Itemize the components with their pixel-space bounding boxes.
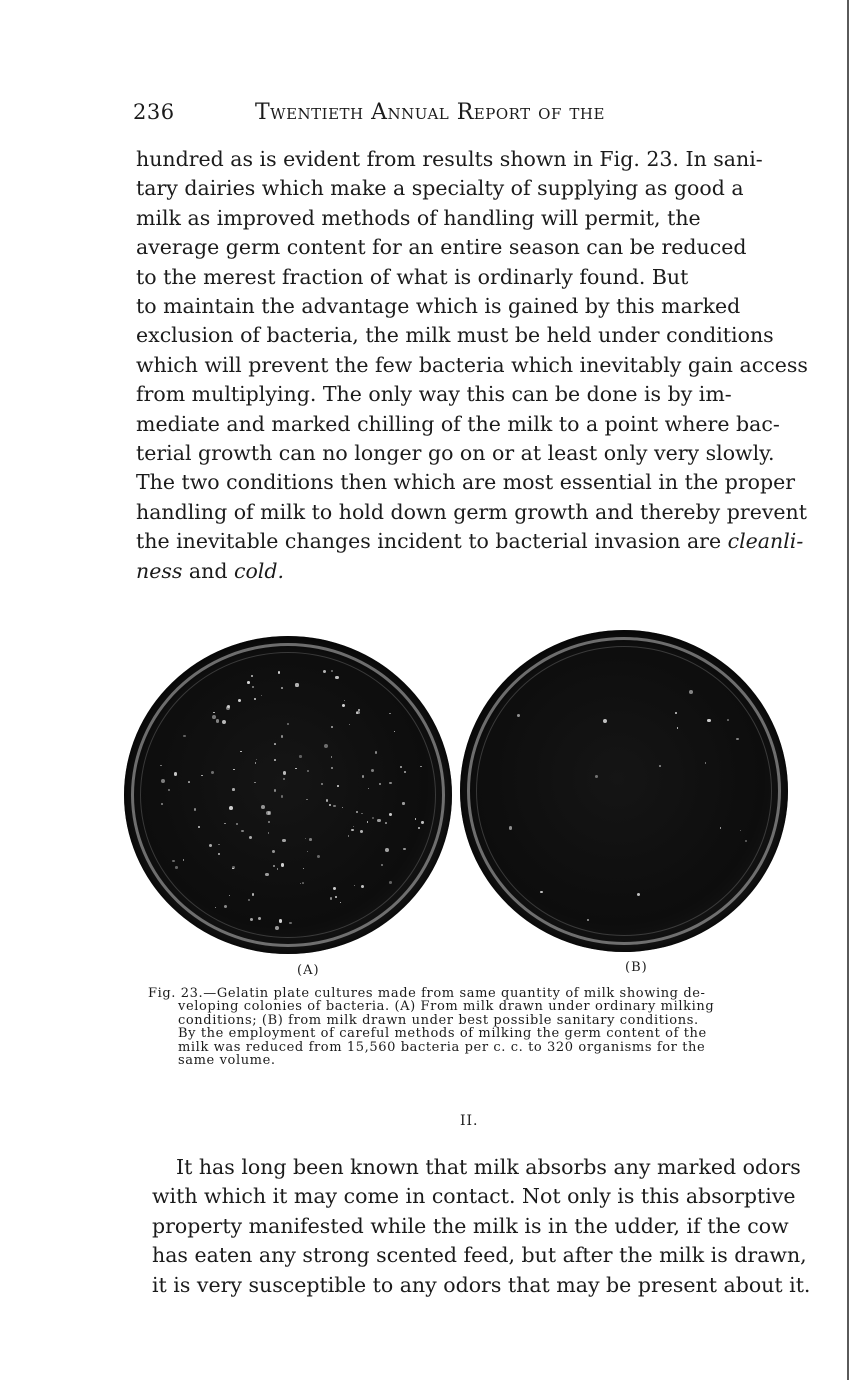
- bacteria-colony-speck: [402, 802, 404, 804]
- bacteria-colony-speck: [281, 687, 283, 689]
- bacteria-colony-speck: [241, 830, 243, 832]
- bacteria-colony-speck: [321, 783, 323, 785]
- bacteria-colony-speck: [213, 712, 215, 714]
- bacteria-colony-speck: [389, 881, 392, 884]
- bacteria-colony-speck: [183, 735, 185, 737]
- bacteria-colony-speck: [356, 711, 359, 714]
- paragraph-1: [136, 145, 808, 586]
- bacteria-colony-speck: [232, 788, 235, 791]
- bacteria-colony-speck: [707, 719, 710, 722]
- bacteria-colony-speck: [240, 751, 241, 752]
- bacteria-colony-speck: [307, 770, 309, 772]
- bacteria-colony-speck: [277, 868, 278, 869]
- text-line: It has long been known that milk absorbs any marked odors: [176, 1155, 801, 1179]
- bacteria-colony-speck: [337, 785, 339, 787]
- bacteria-colony-speck: [306, 799, 307, 800]
- text-line: [136, 527, 804, 556]
- italic-word: cleanli-: [727, 529, 804, 554]
- plate-inner-rim: [140, 652, 436, 938]
- bacteria-colony-speck: [371, 769, 374, 772]
- text-line: mediate and marked chilling of the milk to a point where bac-: [136, 411, 780, 436]
- caption-line: Fig. 23.—Gelatin plate cultures made from same quantity of milk showing de-: [148, 986, 706, 1001]
- text-line: with which it may come in contact. Not only is this absorptive: [152, 1184, 796, 1209]
- bacteria-colony-speck: [261, 695, 262, 696]
- bacteria-colony-speck: [540, 891, 542, 893]
- bacteria-colony-speck: [248, 899, 250, 901]
- bacteria-colony-speck: [175, 866, 178, 869]
- page-number: 236: [133, 100, 175, 124]
- bacteria-colony-speck: [375, 751, 378, 754]
- text-line: terial growth can no longer go on or at least only very slowly.: [136, 441, 775, 466]
- bacteria-colony-speck: [381, 864, 383, 866]
- bacteria-colony-speck: [323, 670, 326, 673]
- caption-line: conditions; (B) from milk drawn under best possible sanitary conditions.: [178, 1012, 699, 1028]
- bacteria-colony-speck: [287, 723, 289, 725]
- bacteria-colony-speck: [603, 719, 607, 723]
- bacteria-colony-speck: [252, 893, 255, 896]
- bacteria-colony-speck: [261, 805, 265, 809]
- paragraph-2: [152, 1153, 811, 1300]
- text-line: hundred as is evident from results shown in Fig. 23. In sani-: [136, 147, 763, 171]
- bacteria-colony-speck: [299, 755, 301, 757]
- plate-inner-rim: [476, 646, 772, 936]
- running-title: Twentieth Annual Report of the: [255, 100, 605, 125]
- italic-word: cold.: [233, 558, 285, 583]
- bacteria-colony-speck: [281, 863, 284, 866]
- bacteria-colony-speck: [348, 835, 349, 836]
- bacteria-colony-speck: [215, 907, 216, 908]
- bacteria-colony-speck: [335, 676, 339, 680]
- bacteria-colony-speck: [300, 883, 301, 884]
- bacteria-colony-speck: [377, 819, 381, 823]
- text-line: exclusion of bacteria, the milk must be held under conditions: [136, 323, 774, 348]
- bacteria-colony-speck: [326, 799, 329, 802]
- bacteria-colony-speck: [268, 811, 272, 815]
- bacteria-colony-speck: [258, 917, 261, 920]
- bacteria-colony-speck: [249, 836, 252, 839]
- bacteria-colony-speck: [160, 765, 162, 767]
- bacteria-colony-speck: [705, 762, 706, 763]
- bacteria-colony-speck: [198, 826, 200, 828]
- text-line: property manifested while the milk is in the udder, if the cow: [152, 1213, 789, 1238]
- text-line: from multiplying. The only way this can be done is by im-: [136, 382, 732, 407]
- bacteria-colony-speck: [174, 772, 178, 776]
- bacteria-colony-speck: [389, 713, 390, 714]
- line-text: the inevitable changes incident to bacterial invasion are: [136, 529, 728, 554]
- figure-caption: [148, 987, 798, 1067]
- bacteria-colony-speck: [278, 671, 280, 673]
- bacteria-colony-speck: [265, 873, 269, 877]
- page-edge-rule: [847, 0, 849, 1380]
- bacteria-colony-speck: [224, 905, 227, 908]
- caption-line: milk was reduced from 15,560 bacteria per c. c. to 320 organisms for the: [178, 1039, 706, 1055]
- text-line: [136, 557, 786, 586]
- bacteria-colony-speck: [272, 850, 275, 853]
- italic-word: ness: [136, 558, 183, 583]
- bacteria-colony-speck: [283, 771, 287, 775]
- bacteria-colony-speck: [659, 765, 661, 767]
- bacteria-colony-speck: [229, 895, 230, 896]
- caption-line: veloping colonies of bacteria. (A) From milk drawn under ordinary milking: [178, 999, 715, 1015]
- plate-a-label: (A): [297, 963, 320, 978]
- bacteria-colony-speck: [222, 720, 226, 724]
- text-line: which will prevent the few bacteria which inevitably gain access: [136, 352, 808, 377]
- bacteria-colony-speck: [354, 885, 355, 886]
- bacteria-colony-speck: [420, 766, 422, 768]
- bacteria-colony-speck: [418, 827, 420, 829]
- bacteria-colony-speck: [595, 775, 598, 778]
- bacteria-colony-speck: [218, 853, 220, 855]
- bacteria-colony-speck: [281, 735, 284, 738]
- bacteria-colony-speck: [351, 829, 353, 831]
- bacteria-colony-speck: [335, 896, 337, 898]
- bacteria-colony-speck: [689, 690, 693, 694]
- text-line: to the merest fraction of what is ordinarly found. But: [136, 264, 689, 289]
- text-line: has eaten any strong scented feed, but after the milk is drawn,: [152, 1243, 807, 1268]
- text-line: average germ content for an entire season can be reduced: [136, 235, 747, 260]
- bacteria-colony-speck: [229, 806, 233, 810]
- bacteria-colony-speck: [183, 859, 184, 860]
- text-line: to maintain the advantage which is gained by this marked: [136, 294, 741, 319]
- petri-plate-a-image: [124, 636, 452, 954]
- bacteria-colony-speck: [745, 840, 747, 842]
- caption-line: By the employment of careful methods of milking the germ content of the: [178, 1026, 707, 1042]
- bacteria-colony-speck: [295, 768, 296, 769]
- bacteria-colony-speck: [356, 811, 358, 813]
- petri-plate-b-image: [460, 630, 788, 952]
- bacteria-colony-speck: [226, 706, 230, 710]
- bacteria-colony-speck: [188, 781, 190, 783]
- bacteria-colony-speck: [333, 805, 335, 807]
- bacteria-colony-speck: [342, 704, 345, 707]
- bacteria-colony-speck: [274, 759, 276, 761]
- bacteria-colony-speck: [247, 681, 250, 684]
- bacteria-colony-speck: [361, 813, 362, 814]
- text-line: it is very susceptible to any odors that may be present about it.: [152, 1272, 811, 1297]
- plate-b-label: (B): [625, 960, 648, 975]
- bacteria-colony-speck: [309, 838, 312, 841]
- bacteria-colony-speck: [274, 789, 277, 792]
- bacteria-colony-speck: [353, 826, 354, 827]
- bacteria-colony-speck: [421, 821, 423, 823]
- text-line: handling of milk to hold down germ growth and thereby prevent: [136, 499, 807, 524]
- bacteria-colony-speck: [201, 775, 202, 776]
- bacteria-colony-speck: [282, 839, 286, 843]
- bacteria-colony-speck: [403, 848, 406, 851]
- bacteria-colony-speck: [736, 738, 739, 741]
- text-line: tary dairies which make a specialty of supplying as good a: [136, 176, 744, 201]
- bacteria-colony-speck: [330, 897, 333, 900]
- bacteria-colony-speck: [275, 926, 279, 930]
- text-line: The two conditions then which are most essential in the proper: [136, 470, 796, 495]
- bacteria-colony-speck: [344, 700, 345, 701]
- bacteria-colony-speck: [232, 866, 235, 869]
- bacteria-colony-speck: [295, 683, 298, 686]
- section-number: II.: [460, 1113, 479, 1129]
- page-header: [133, 100, 693, 130]
- text-line: milk as improved methods of handling will permit, the: [136, 205, 701, 230]
- bacteria-colony-speck: [305, 838, 306, 839]
- line-text: and: [182, 558, 234, 583]
- bacteria-colony-speck: [720, 827, 721, 828]
- bacteria-colony-speck: [289, 922, 292, 925]
- bacteria-colony-speck: [281, 795, 283, 797]
- caption-line: same volume.: [178, 1053, 276, 1069]
- bacteria-colony-speck: [372, 817, 374, 819]
